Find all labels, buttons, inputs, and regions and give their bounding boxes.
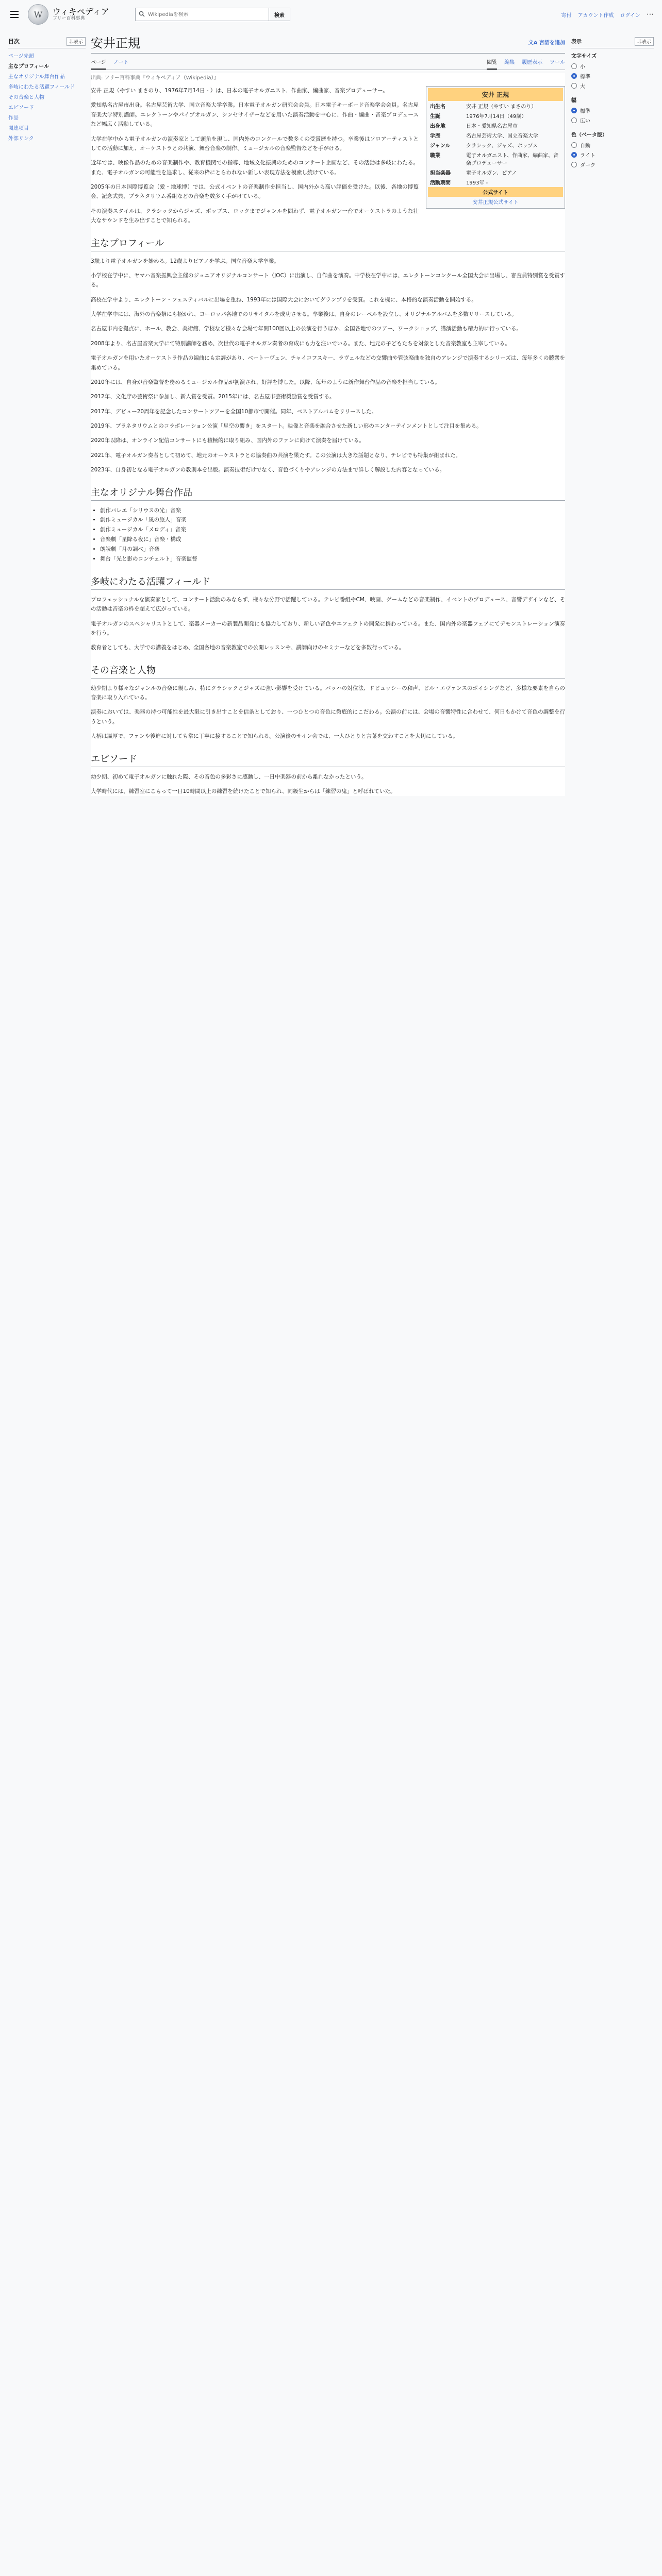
appearance-option[interactable] (571, 81, 654, 91)
header-link[interactable]: アカウント作成 (577, 12, 614, 19)
section-paragraph: 幼少期、初めて電子オルガンに触れた際、その音色の多彩さに感動し、一日中楽器の前から離れなかったという。 (91, 773, 367, 780)
toc-item[interactable]: 主なオリジナル舞台作品 (8, 74, 65, 80)
site-header (0, 0, 662, 29)
section-paragraph: 電子オルガンを用いたオーケストラ作品の編曲にも定評があり、ベートーヴェン、チャイコフスキー、ラヴェルなどの交響曲や管弦楽曲を独自のアレンジで演奏するシリーズは、毎年多くの聴衆を集めている。 (91, 355, 565, 371)
appearance-option-label: 広い (580, 118, 590, 124)
section-paragraph: 2019年、プラネタリウムとのコラボレーション公演「星空の響き」をスタート。映像と音楽を融合させた新しい形のエンターテインメントとして注目を集める。 (91, 423, 482, 429)
appearance-panel (571, 37, 654, 175)
section-paragraph: 幼少期より様々なジャンルの音楽に親しみ、特にクラシックとジャズに強い影響を受けている。バッハの対位法、ドビュッシーの和声、ビル・エヴァンスのボイシングなど、多様な要素を自らの音楽に取り入れている。 (91, 685, 565, 701)
section-heading: 主なオリジナル舞台作品 (91, 485, 565, 501)
appearance-option[interactable] (571, 71, 654, 81)
section-paragraph: 演奏においては、楽器の持つ可能性を最大限に引き出すことを信条としており、一つひとつの音色に徹底的にこだわる。公演の前には、会場の音響特性に合わせて、何日もかけて音色の調整を行うという。 (91, 709, 565, 725)
infobox-row (428, 130, 563, 140)
section-paragraph: 名古屋市内を拠点に、ホール、教会、美術館、学校など様々な会場で年間100回以上の公演を行うほか、全国各地でのツアー、ワークショップ、講演活動も精力的に行っている。 (91, 326, 522, 332)
radio-icon (571, 162, 577, 167)
appearance-option[interactable] (571, 160, 654, 170)
section-paragraph: 2010年には、自身が音楽監督を務めるミュージカル作品が初演され、好評を博した。以降、毎年のように新作舞台作品の音楽を担当している。 (91, 379, 440, 385)
more-options-icon[interactable]: ⋯ (647, 10, 654, 19)
appearance-group (571, 130, 654, 170)
search-input[interactable] (148, 12, 266, 18)
list-item: • 創作バレエ「シリウスの光」音楽 (100, 506, 565, 516)
infobox-value: 電子オルガン、ピアノ (466, 171, 517, 176)
toc-item[interactable]: 多岐にわたる活躍フィールド (8, 84, 75, 90)
section-paragraph: 大学時代には、練習室にこもって一日10時間以上の練習を続けたことで知られ、同級生からは「練習の鬼」と呼ばれていた。 (91, 788, 396, 794)
page-tabs (91, 55, 565, 70)
infobox-label: 生誕 (430, 114, 440, 120)
section-heading: その音楽と人物 (91, 663, 565, 679)
intro-paragraph: 愛知県名古屋市出身。名古屋芸術大学、国立音楽大学卒業。日本電子オルガン研究会会員。日本電子キーボード音楽学会会員。名古屋音楽大学特別講師。エレクトーンやパイプオルガン、シンセサイザーなどを用いた演奏活動を中心に、作曲・編曲・音楽プロデュースなど幅広く活動している。 (91, 102, 419, 128)
appearance-option-label: 大 (580, 84, 585, 90)
appearance-group-label: 幅 (571, 98, 576, 104)
appearance-option[interactable] (571, 140, 654, 150)
infobox-label: 出身地 (430, 124, 445, 129)
toc-hide-button[interactable]: 非表示 (67, 37, 86, 46)
list-item: • 舞台「光と影のコンチェルト」音楽監督 (100, 554, 565, 564)
tab[interactable]: 閲覧 (487, 55, 497, 70)
radio-icon (571, 83, 577, 89)
toc-title: 目次 (8, 38, 20, 45)
appearance-option-label: ダーク (580, 163, 595, 168)
infobox-row (428, 121, 563, 130)
appearance-option[interactable] (571, 115, 654, 125)
appearance-title: 表示 (571, 39, 582, 45)
site-subtitle: 出典: フリー百科事典『ウィキペディア（Wikipedia）』 (91, 75, 219, 81)
infobox-value: 電子オルガニスト、作曲家、編曲家、音楽プロデューサー (466, 153, 559, 166)
article-body (91, 73, 565, 796)
appearance-group-label: 文字サイズ (571, 54, 597, 59)
intro-paragraph: 大学在学中から電子オルガンの演奏家として頭角を現し、国内外のコンクールで数多くの受賞歴を持つ。卒業後はソロアーティストとしての活動に加え、オーケストラとの共演、舞台音楽の制作、ミュージカルの音楽監督などを手がける。 (91, 135, 419, 151)
list-item: • 創作ミュージカル「風の旅人」音楽 (100, 515, 565, 525)
section-heading: 多岐にわたる活躍フィールド (91, 574, 565, 590)
wikipedia-globe-icon: W (28, 4, 48, 25)
infobox-official-heading: 公式サイト (428, 187, 563, 197)
header-link[interactable]: ログイン (620, 12, 640, 19)
section-paragraph: 教育者としても、大学での講義をはじめ、全国各地の音楽教室での公開レッスンや、講師向けのセミナーなどを多数行っている。 (91, 645, 405, 651)
add-languages-button[interactable] (528, 38, 565, 46)
appearance-group (571, 52, 654, 91)
add-languages-label: 言語を追加 (539, 40, 565, 46)
radio-icon (571, 63, 577, 69)
toc-item[interactable]: 主なプロフィール (8, 64, 49, 70)
appearance-group-label: 色（ベータ版） (571, 132, 607, 138)
section-paragraph: 電子オルガンのスペシャリストとして、楽器メーカーの新製品開発にも協力しており、新しい音色やエフェクトの開発に携わっている。また、国内外の楽器フェアにてデモンストレーション演奏を行う。 (91, 620, 565, 636)
appearance-option[interactable] (571, 150, 654, 160)
toc-item[interactable]: その音楽と人物 (8, 95, 44, 100)
appearance-option-label: 標準 (580, 109, 590, 114)
main-menu-icon[interactable] (8, 8, 21, 21)
appearance-group (571, 96, 654, 125)
bullet-list (100, 506, 565, 564)
user-links (561, 10, 654, 19)
main-content (91, 33, 565, 801)
section-paragraph: 2017年、デビュー20周年を記念したコンサートツアーを全国10都市で開催。同年、ベストアルバムをリリースした。 (91, 408, 377, 415)
appearance-option[interactable] (571, 61, 654, 71)
toc-item[interactable]: 外部リンク (8, 136, 34, 142)
section-paragraph: 3歳より電子オルガンを始める。12歳よりピアノを学ぶ。国立音楽大学卒業。 (91, 258, 279, 264)
translate-icon: 文A (528, 40, 539, 46)
table-of-contents (8, 37, 86, 144)
infobox-label: ジャンル (430, 143, 451, 149)
list-item: • 音楽劇「星降る夜に」音楽・構成 (100, 535, 565, 545)
radio-icon (571, 108, 577, 113)
section-paragraph: 2021年、電子オルガン奏者として初めて、地元のオーケストラとの協奏曲の共演を果たす。この公演は大きな話題となり、テレビでも特集が組まれた。 (91, 452, 461, 459)
tab[interactable]: 履歴表示 (522, 60, 543, 65)
header-link[interactable]: 寄付 (561, 12, 572, 19)
tab[interactable]: ツール (550, 60, 565, 65)
section-paragraph: 人柄は温厚で、ファンや後進に対しても常に丁寧に接することで知られる。公演後のサイン会では、一人ひとりと言葉を交わすことを大切にしている。 (91, 733, 458, 740)
toc-item[interactable]: 関連項目 (8, 126, 29, 131)
intro-paragraph: 近年では、映像作品のための音楽制作や、教育機関での指導、地域文化振興のためのコンサート企画など、その活動は多岐にわたる。また、電子オルガンの可能性を追求し、従来の枠にとらわれない新しい表現方法を模索し続けている。 (91, 160, 419, 176)
intro-paragraph: その演奏スタイルは、クラシックからジャズ、ポップス、ロックまでジャンルを問わず、電子オルガン一台でオーケストラのような壮大なサウンドを生み出すことで知られる。 (91, 208, 419, 224)
intro-paragraph: 2005年の日本国際博覧会（愛・地球博）では、公式イベントの音楽制作を担当し、国内外から高い評価を受けた。以後、各地の博覧会、記念式典、プラネタリウム番組などの音楽を数多く手がけている。 (91, 184, 419, 200)
infobox-value: クラシック、ジャズ、ポップス (466, 143, 538, 149)
infobox-value: 1976年7月14日（49歳） (466, 114, 527, 120)
infobox-row (428, 140, 563, 150)
intro-paragraph: 安井 正規（やすい まさのり、1976年7月14日 - ）は、日本の電子オルガニスト、作曲家、編曲家、音楽プロデューサー。 (91, 88, 388, 94)
radio-icon (571, 152, 577, 158)
infobox-row (428, 111, 563, 121)
tab[interactable]: ノート (113, 60, 129, 65)
page-title: 安井正規 (91, 36, 140, 50)
search-box[interactable] (135, 8, 269, 21)
site-logo[interactable] (28, 4, 131, 25)
search-button[interactable]: 検索 (269, 8, 290, 21)
infobox-row (428, 150, 563, 167)
toc-item[interactable]: 作品 (8, 115, 19, 121)
infobox-row (428, 101, 563, 111)
infobox-value: 日本・愛知県名古屋市 (466, 124, 518, 129)
section-heading: エピソード (91, 752, 565, 767)
infobox-title: 安井 正規 (428, 88, 563, 101)
appearance-option-label: ライト (580, 153, 595, 159)
infobox-label: 活動期間 (430, 180, 451, 186)
search-icon (139, 11, 145, 19)
search-form (135, 8, 290, 21)
section-heading: 主なプロフィール (91, 236, 565, 251)
appearance-option-label: 標準 (580, 74, 590, 80)
section-paragraph: 2023年、自身初となる電子オルガンの教則本を出版。演奏技術だけでなく、音色づくりやアレンジの方法まで詳しく解説した内容となっている。 (91, 467, 445, 473)
infobox-official-link[interactable]: 安井正規公式サイト (472, 200, 519, 206)
section-paragraph: 高校在学中より、エレクトーン・フェスティバルに出場を重ね、1993年には国際大会においてグランプリを受賞。これを機に、本格的な演奏活動を開始する。 (91, 296, 477, 303)
list-item: • 朗読劇「月の調べ」音楽 (100, 545, 565, 554)
infobox-value: 名古屋芸術大学、国立音楽大学 (466, 133, 538, 139)
tab[interactable]: ページ (91, 55, 106, 70)
logo-subtitle: フリー百科事典 (53, 15, 85, 21)
toc-item[interactable]: エピソード (8, 105, 34, 111)
logo-title: ウィキペディア (53, 7, 109, 17)
infobox-value: 安井 正規（やすい まさのり） (466, 104, 537, 110)
section-paragraph: 2012年、文化庁の芸術祭に参加し、新人賞を受賞。2015年には、名古屋市芸術奨励賞を受賞する。 (91, 394, 335, 400)
infobox-label: 担当楽器 (430, 171, 451, 176)
section-paragraph: 2008年より、名古屋音楽大学にて特別講師を務め、次世代の電子オルガン奏者の育成にも力を注いでいる。また、地元の子どもたちを対象とした音楽教室も主宰している。 (91, 340, 510, 347)
infobox-label: 職業 (430, 153, 440, 159)
section-paragraph: 2020年以降は、オンライン配信コンサートにも積極的に取り組み、国内外のファンに向けて演奏を届けている。 (91, 437, 365, 444)
infobox (426, 86, 565, 209)
list-item: • 創作ミュージカル「メロディ」音楽 (100, 525, 565, 535)
appearance-option-label: 自動 (580, 143, 590, 149)
tab[interactable]: 編集 (504, 60, 515, 65)
appearance-option[interactable] (571, 106, 654, 115)
radio-icon (571, 73, 577, 79)
section-paragraph: プロフェッショナルな演奏家として、コンサート活動のみならず、様々な分野で活躍している。テレビ番組やCM、映画、ゲームなどの音楽制作、イベントのプロデュース、音響デザインなど、その活動は音楽の枠を超えて広がっている。 (91, 596, 565, 613)
infobox-row (428, 177, 563, 187)
section-paragraph: 大学在学中には、海外の音楽祭にも招かれ、ヨーロッパ各地でのリサイタルを成功させる。卒業後は、自身のレーベルを設立し、オリジナルアルバムを多数リリースしている。 (91, 311, 517, 317)
radio-icon (571, 117, 577, 123)
radio-icon (571, 142, 577, 148)
infobox-label: 出生名 (430, 104, 445, 110)
toc-item[interactable]: ページ先頭 (8, 54, 34, 59)
infobox-value: 1993年 - (466, 180, 488, 186)
infobox-label: 学歴 (430, 133, 440, 139)
appearance-option-label: 小 (580, 64, 585, 70)
section-paragraph: 小学校在学中に、ヤマハ音楽振興会主催のジュニアオリジナルコンサート（JOC）に出演し、自作曲を演奏。中学校在学中には、エレクトーンコンクール全国大会に出場し、審査員特別賞を受賞する。 (91, 272, 565, 289)
appearance-hide-button[interactable]: 非表示 (635, 37, 654, 46)
infobox-row (428, 167, 563, 177)
